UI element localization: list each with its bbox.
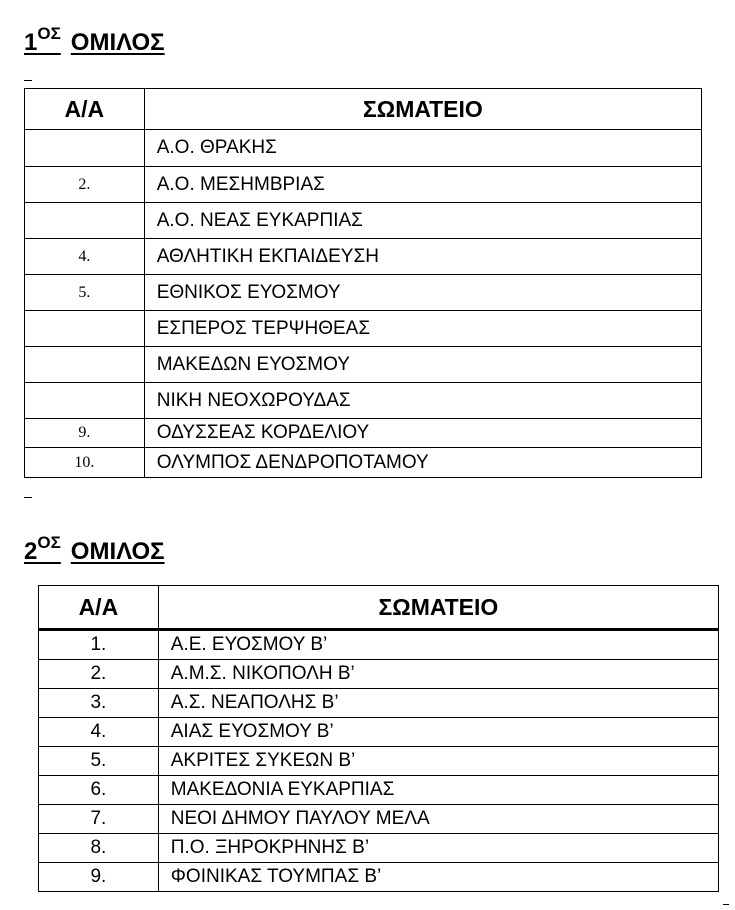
row-index: 4. xyxy=(25,239,145,275)
group1-title-word: ΟΜΙΛΟΣ xyxy=(70,29,165,56)
table-row xyxy=(39,718,719,747)
row-index: 2. xyxy=(39,660,159,689)
row-index xyxy=(25,203,145,239)
row-index: 9. xyxy=(39,863,159,892)
divider-mark xyxy=(24,80,32,81)
row-index: 1. xyxy=(39,630,159,660)
table-row xyxy=(39,689,719,718)
table-row xyxy=(25,239,702,275)
club-name: Α.Ο. ΘΡΑΚΗΣ xyxy=(144,130,701,167)
column-header-club: ΣΩΜΑΤΕΙΟ xyxy=(158,586,718,630)
group1-title xyxy=(24,24,165,57)
club-name: ΑΙΑΣ ΕΥΟΣΜΟΥ Β’ xyxy=(158,718,718,747)
row-index xyxy=(25,347,145,383)
column-header-index: Α/Α xyxy=(39,586,159,630)
column-header-club: ΣΩΜΑΤΕΙΟ xyxy=(144,89,701,130)
group1-title-number: 1 xyxy=(24,29,38,56)
table-row xyxy=(25,448,702,478)
row-index: 6. xyxy=(39,776,159,805)
row-index: 2. xyxy=(25,167,145,203)
table-header-row xyxy=(25,89,702,130)
row-index: 5. xyxy=(25,275,145,311)
table-row xyxy=(25,203,702,239)
row-index: 7. xyxy=(39,805,159,834)
row-index: 3. xyxy=(39,689,159,718)
club-name: ΕΘΝΙΚΟΣ ΕΥΟΣΜΟΥ xyxy=(144,275,701,311)
club-name: ΟΛΥΜΠΟΣ ΔΕΝΔΡΟΠΟΤΑΜΟΥ xyxy=(144,448,701,478)
group2-title-word: ΟΜΙΛΟΣ xyxy=(70,538,165,565)
club-name: ΦΟΙΝΙΚΑΣ ΤΟΥΜΠΑΣ Β’ xyxy=(158,863,718,892)
divider-mark xyxy=(24,497,32,498)
table-row xyxy=(39,630,719,660)
group2-title-number: 2 xyxy=(24,538,38,565)
row-index xyxy=(25,130,145,167)
group1-title-ordinal: ΟΣ xyxy=(37,24,61,43)
club-name: Α.Σ. ΝΕΑΠΟΛΗΣ Β’ xyxy=(158,689,718,718)
club-name: Π.Ο. ΞΗΡΟΚΡΗΝΗΣ Β’ xyxy=(158,834,718,863)
club-name: Α.Μ.Σ. ΝΙΚΟΠΟΛΗ Β’ xyxy=(158,660,718,689)
table-row xyxy=(39,834,719,863)
row-index: 9. xyxy=(25,419,145,448)
table-row xyxy=(25,311,702,347)
table-row xyxy=(39,805,719,834)
table-row xyxy=(39,863,719,892)
group2-title xyxy=(24,533,165,566)
club-name: ΕΣΠΕΡΟΣ ΤΕΡΨΗΘΕΑΣ xyxy=(144,311,701,347)
group1-table xyxy=(24,88,702,478)
club-name: ΜΑΚΕΔΟΝΙΑ ΕΥΚΑΡΠΙΑΣ xyxy=(158,776,718,805)
group2-rows xyxy=(39,630,719,892)
club-name: Α.Ο. ΝΕΑΣ ΕΥΚΑΡΠΙΑΣ xyxy=(144,203,701,239)
table-row xyxy=(39,660,719,689)
column-header-index: Α/Α xyxy=(25,89,145,130)
row-index: 4. xyxy=(39,718,159,747)
row-index xyxy=(25,311,145,347)
club-name: Α.Ε. ΕΥΟΣΜΟΥ Β’ xyxy=(158,630,718,660)
table-row xyxy=(39,776,719,805)
table-row xyxy=(25,419,702,448)
table-row xyxy=(25,130,702,167)
club-name: ΑΘΛΗΤΙΚΗ ΕΚΠΑΙΔΕΥΣΗ xyxy=(144,239,701,275)
group1-rows xyxy=(25,130,702,478)
table-row xyxy=(25,383,702,419)
table-row xyxy=(25,167,702,203)
row-index: 5. xyxy=(39,747,159,776)
club-name: ΟΔΥΣΣΕΑΣ ΚΟΡΔΕΛΙΟΥ xyxy=(144,419,701,448)
group2-table xyxy=(38,585,719,892)
row-index xyxy=(25,383,145,419)
club-name: Α.Ο. ΜΕΣΗΜΒΡΙΑΣ xyxy=(144,167,701,203)
table-row xyxy=(25,347,702,383)
table-row xyxy=(25,275,702,311)
club-name: ΝΙΚΗ ΝΕΟΧΩΡΟΥΔΑΣ xyxy=(144,383,701,419)
table-row xyxy=(39,747,719,776)
row-index: 10. xyxy=(25,448,145,478)
table-header-row xyxy=(39,586,719,630)
group2-title-ordinal: ΟΣ xyxy=(37,533,61,552)
divider-mark xyxy=(723,904,729,905)
club-name: ΝΕΟΙ ΔΗΜΟΥ ΠΑΥΛΟΥ ΜΕΛΑ xyxy=(158,805,718,834)
row-index: 8. xyxy=(39,834,159,863)
club-name: ΜΑΚΕΔΩΝ ΕΥΟΣΜΟΥ xyxy=(144,347,701,383)
club-name: ΑΚΡΙΤΕΣ ΣΥΚΕΩΝ Β’ xyxy=(158,747,718,776)
